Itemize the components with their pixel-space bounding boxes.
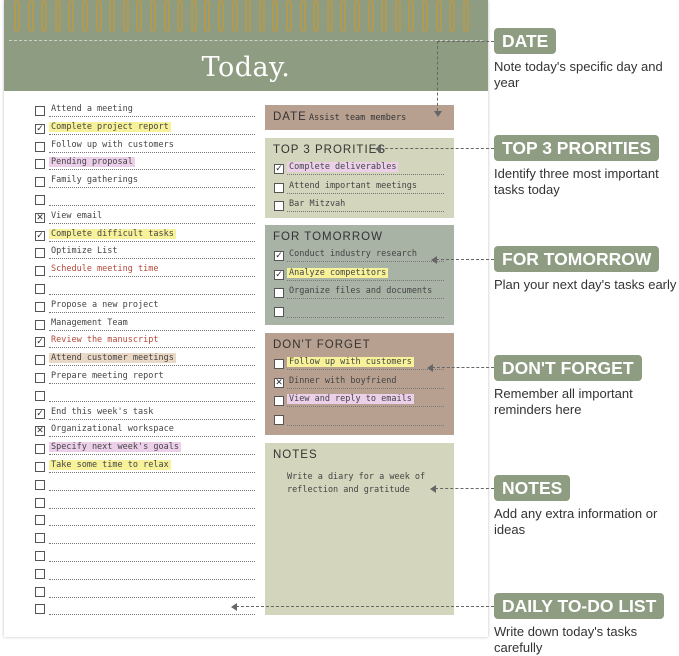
spiral-ring	[340, 0, 346, 32]
todo-checkbox[interactable]	[35, 569, 45, 579]
tomorrow_panel-writing-line	[287, 280, 444, 281]
callout-todo-desc: Write down today's tasks carefully	[494, 624, 638, 655]
callout-top3-desc: Identify three most important tasks today	[494, 166, 659, 197]
spiral-ring	[164, 0, 170, 32]
dontforget_panel-row	[274, 377, 444, 391]
todo-writing-line	[49, 401, 255, 402]
top3_panel-writing-line	[287, 211, 444, 212]
top3_panel-row	[274, 163, 444, 177]
dontforget_panel-writing-line	[287, 369, 444, 370]
top3-priorities-panel	[265, 138, 454, 218]
todo-row	[35, 300, 255, 318]
todo-writing-line	[49, 312, 255, 313]
spiral-ring	[96, 0, 102, 32]
callout-notes-desc: Add any extra information or ideas	[494, 506, 658, 537]
todo-writing-line	[49, 597, 255, 598]
todo-writing-line	[49, 187, 255, 188]
notes-panel	[265, 443, 454, 615]
top3-arrow-line	[380, 148, 494, 149]
todo-checkbox[interactable]	[35, 106, 45, 116]
dontforget_panel-checkbox[interactable]	[274, 396, 284, 406]
dontforget_panel-row	[274, 358, 444, 372]
todo-row	[35, 567, 255, 585]
todo-checkbox[interactable]	[35, 604, 45, 614]
tomorrow-panel-title: FOR TOMORROW	[273, 231, 383, 243]
dontforget_panel-row	[274, 414, 444, 428]
date-panel	[265, 105, 454, 130]
todo-row	[35, 335, 255, 353]
dontforget_panel-item-text[interactable]: Follow up with customers	[289, 357, 412, 367]
todo-writing-line	[49, 454, 255, 455]
todo-checkbox[interactable]: ✕	[36, 426, 44, 437]
dontforget_panel-item-text[interactable]: View and reply to emails	[289, 394, 412, 404]
todo-text[interactable]: Attend customer meetings	[51, 353, 174, 364]
top3_panel-item-text[interactable]: Attend important meetings	[289, 180, 417, 191]
dontforget-arrow-head	[427, 364, 433, 372]
spiral-ring	[436, 0, 442, 32]
callout-notes	[494, 475, 679, 537]
todo-text[interactable]: Management Team	[51, 317, 128, 328]
spiral-ring	[41, 0, 47, 32]
todo-writing-line	[49, 579, 255, 580]
spiral-binding	[4, 0, 488, 34]
todo-checkbox[interactable]	[35, 355, 45, 365]
date-arrow-head	[434, 111, 442, 117]
spiral-ring	[463, 0, 469, 32]
dontforget_panel-checkbox[interactable]	[274, 415, 284, 425]
todo-row	[35, 140, 255, 158]
tomorrow_panel-item-text[interactable]: Conduct industry research	[289, 249, 417, 259]
todo-writing-line	[49, 241, 255, 242]
dont-forget-panel	[265, 333, 454, 435]
tomorrow_panel-writing-line	[287, 317, 444, 318]
spiral-ring	[28, 0, 34, 32]
todo-row	[35, 407, 255, 425]
for-tomorrow-panel	[265, 225, 454, 325]
todo-row	[35, 371, 255, 389]
dontforget-arrow-line	[432, 367, 494, 368]
todo-text[interactable]: End this week's task	[51, 406, 154, 417]
todo-row	[35, 460, 255, 478]
spiral-ring	[150, 0, 156, 32]
callout-dontforget	[494, 355, 679, 417]
todo-writing-line	[49, 436, 255, 437]
todo-row	[35, 513, 255, 531]
todo-text[interactable]: Take some time to relax	[51, 459, 169, 470]
top3_panel-item-text[interactable]: Bar Mitzvah	[289, 199, 346, 209]
dontforget_panel-row	[274, 395, 444, 409]
todo-row	[35, 585, 255, 603]
spiral-ring	[82, 0, 88, 32]
spiral-ring	[327, 0, 333, 32]
todo-row	[35, 282, 255, 300]
todo-writing-line	[49, 169, 255, 170]
todo-row	[35, 211, 255, 229]
todo-row	[35, 122, 255, 140]
todo-text[interactable]: Complete difficult tasks	[51, 228, 174, 239]
dontforget_panel-writing-line	[287, 425, 444, 426]
todo-checkbox[interactable]	[35, 302, 45, 312]
tomorrow_panel-writing-line	[287, 298, 444, 299]
todo-row	[35, 104, 255, 122]
todo-row	[35, 442, 255, 460]
notes-arrow-line	[435, 488, 494, 489]
todo-writing-line	[49, 294, 255, 295]
todo-checkbox[interactable]: ✓	[36, 230, 44, 241]
todo-checkbox[interactable]	[35, 142, 45, 152]
spiral-ring	[408, 0, 414, 32]
todo-checkbox[interactable]	[35, 480, 45, 490]
spiral-ring	[368, 0, 374, 32]
todo-checkbox[interactable]	[35, 444, 45, 454]
todo-row	[35, 549, 255, 567]
top3_panel-row	[274, 200, 444, 214]
spiral-ring	[218, 0, 224, 32]
todo-text[interactable]: Specify next week's goals	[51, 442, 179, 453]
tomorrow_panel-writing-line	[287, 261, 444, 262]
dontforget-panel-title: DON'T FORGET	[273, 339, 371, 351]
spiral-ring	[272, 0, 278, 32]
todo-writing-line	[49, 258, 255, 259]
spiral-ring	[449, 0, 455, 32]
notes-arrow-head	[430, 485, 436, 493]
todo-arrow-head	[231, 603, 237, 611]
todo-writing-line	[49, 614, 255, 615]
todo-text[interactable]: Pending proposal	[51, 157, 133, 168]
callout-top3	[494, 135, 679, 197]
todo-row	[35, 157, 255, 175]
todo-text[interactable]: Family gatherings	[51, 175, 138, 186]
callout-date-desc: Note today's specific day and year	[494, 59, 663, 90]
todo-text[interactable]: Attend a meeting	[51, 104, 133, 114]
todo-writing-line	[49, 116, 255, 117]
todo-row	[35, 264, 255, 282]
todo-text[interactable]: Review the manuscript	[51, 335, 159, 346]
todo-row	[35, 175, 255, 193]
callout-tomorrow-desc: Plan your next day's tasks early	[494, 277, 677, 292]
callout-date-title: DATE	[494, 28, 556, 54]
spiral-ring	[204, 0, 210, 32]
callout-dontforget-desc: Remember all important reminders here	[494, 386, 633, 417]
todo-checkbox[interactable]: ✓	[36, 123, 44, 134]
todo-writing-line	[49, 134, 255, 135]
todo-checkbox[interactable]	[35, 373, 45, 383]
top3_panel-row	[274, 182, 444, 196]
tomorrow_panel-item-text[interactable]: Analyze competitors	[289, 267, 387, 278]
spiral-ring	[313, 0, 319, 32]
todo-row	[35, 193, 255, 211]
todo-row	[35, 496, 255, 514]
todo-row	[35, 389, 255, 407]
notes-panel-title: NOTES	[273, 449, 318, 461]
todo-writing-line	[49, 472, 255, 473]
top3_panel-writing-line	[287, 193, 444, 194]
spiral-ring	[395, 0, 401, 32]
page-title: Today.	[201, 52, 291, 83]
dontforget_panel-writing-line	[287, 406, 444, 407]
dontforget_panel-checkbox[interactable]: ✕	[275, 377, 283, 388]
tomorrow_panel-item-text[interactable]: Organize files and documents	[289, 286, 433, 296]
todo-text[interactable]: Follow up with customers	[51, 139, 174, 150]
date-panel-title: DATE	[273, 111, 307, 123]
callout-date	[494, 28, 679, 90]
tomorrow_panel-checkbox[interactable]: ✓	[275, 251, 283, 261]
callout-top3-title: TOP 3 PRORITIES	[494, 135, 659, 161]
top3-panel-title: TOP 3 PRORITIES	[273, 144, 386, 156]
todo-writing-line	[49, 525, 255, 526]
todo-checkbox[interactable]	[35, 248, 45, 258]
todo-checkbox[interactable]	[35, 266, 45, 276]
todo-writing-line	[49, 205, 255, 206]
callout-tomorrow	[494, 246, 679, 293]
spiral-ring	[68, 0, 74, 32]
tomorrow_panel-row	[274, 250, 444, 264]
tomorrow-arrow-head	[431, 256, 437, 264]
todo-row	[35, 531, 255, 549]
todo-text[interactable]: View email	[51, 210, 103, 221]
todo-checkbox[interactable]	[35, 159, 45, 169]
spiral-ring	[259, 0, 265, 32]
todo-checkbox[interactable]	[35, 498, 45, 508]
todo-text[interactable]: Optimize List	[51, 246, 118, 257]
spiral-ring	[109, 0, 115, 32]
tomorrow_panel-checkbox[interactable]: ✓	[275, 269, 283, 280]
todo-writing-line	[49, 490, 255, 491]
callout-notes-title: NOTES	[494, 475, 570, 501]
todo-writing-line	[49, 543, 255, 544]
todo-writing-line	[49, 330, 255, 331]
spiral-ring	[300, 0, 306, 32]
todo-writing-line	[49, 383, 255, 384]
todo-checkbox[interactable]	[35, 284, 45, 294]
date-arrow-line	[437, 41, 494, 42]
todo-checkbox[interactable]	[35, 515, 45, 525]
todo-row	[35, 478, 255, 496]
spiral-ring	[381, 0, 387, 32]
todo-writing-line	[49, 347, 255, 348]
spiral-ring	[55, 0, 61, 32]
todo-writing-line	[49, 419, 255, 420]
todo-text[interactable]: Prepare meeting report	[51, 370, 164, 381]
notebook-header	[4, 0, 488, 91]
spiral-ring	[14, 0, 20, 32]
todo-writing-line	[49, 561, 255, 562]
todo-checkbox[interactable]	[35, 533, 45, 543]
todo-writing-line	[49, 365, 255, 366]
todo-row	[35, 353, 255, 371]
callout-dontforget-title: DON'T FORGET	[494, 355, 642, 381]
todo-arrow-line	[236, 606, 494, 607]
callout-tomorrow-title: FOR TOMORROW	[494, 246, 659, 272]
todo-row	[35, 318, 255, 336]
dontforget_panel-writing-line	[287, 388, 444, 389]
todo-text[interactable]: Organizational workspace	[51, 424, 174, 435]
top3_panel-writing-line	[287, 174, 444, 175]
tomorrow_panel-checkbox[interactable]	[274, 288, 284, 298]
todo-text[interactable]: Complete project report	[51, 121, 169, 132]
todo-checkbox[interactable]	[35, 587, 45, 597]
dontforget_panel-checkbox[interactable]	[274, 359, 284, 369]
tomorrow_panel-row	[274, 269, 444, 283]
todo-checkbox[interactable]	[35, 391, 45, 401]
top3-arrow-head	[375, 145, 381, 153]
callout-todo	[494, 593, 679, 655]
tomorrow_panel-row	[274, 306, 444, 320]
top3_panel-checkbox[interactable]	[274, 183, 284, 193]
spiral-ring	[123, 0, 129, 32]
callout-todo-title: DAILY TO-DO LIST	[494, 593, 664, 619]
tomorrow-arrow-line	[436, 259, 494, 260]
spiral-ring	[177, 0, 183, 32]
todo-checkbox[interactable]: ✓	[36, 337, 44, 348]
spiral-ring	[354, 0, 360, 32]
spiral-ring	[136, 0, 142, 32]
todo-writing-line	[49, 223, 255, 224]
todo-writing-line	[49, 508, 255, 509]
top3_panel-item-text[interactable]: Complete deliverables	[289, 162, 397, 172]
todo-text[interactable]: Propose a new project	[51, 299, 159, 310]
spiral-ring	[232, 0, 238, 32]
todo-writing-line	[49, 276, 255, 277]
todo-row	[35, 424, 255, 442]
todo-checkbox[interactable]	[35, 551, 45, 561]
notes-text[interactable]: Write a diary for a week of reflection and gratitude	[287, 472, 426, 495]
top3_panel-checkbox[interactable]	[274, 201, 284, 211]
daily-todo-list	[35, 104, 255, 620]
tomorrow_panel-row	[274, 287, 444, 301]
spiral-ring	[191, 0, 197, 32]
todo-row	[35, 246, 255, 264]
date-value[interactable]: Assist team members	[309, 113, 407, 123]
todo-checkbox[interactable]: ✕	[36, 212, 44, 223]
todo-checkbox[interactable]	[35, 195, 45, 205]
todo-checkbox[interactable]	[35, 462, 45, 472]
top3_panel-checkbox[interactable]: ✓	[275, 164, 283, 174]
todo-row	[35, 229, 255, 247]
todo-text[interactable]: Schedule meeting time	[51, 264, 159, 275]
header-stitch-line	[9, 40, 483, 41]
date-arrow-vline	[437, 41, 438, 111]
todo-row	[35, 602, 255, 620]
todo-checkbox[interactable]	[35, 177, 45, 187]
spiral-ring	[245, 0, 251, 32]
todo-writing-line	[49, 152, 255, 153]
dontforget_panel-item-text[interactable]: Dinner with boyfriend	[289, 375, 397, 386]
todo-checkbox[interactable]: ✓	[36, 408, 44, 419]
tomorrow_panel-checkbox[interactable]	[274, 307, 284, 317]
todo-checkbox[interactable]	[35, 320, 45, 330]
spiral-ring	[422, 0, 428, 32]
spiral-ring	[286, 0, 292, 32]
